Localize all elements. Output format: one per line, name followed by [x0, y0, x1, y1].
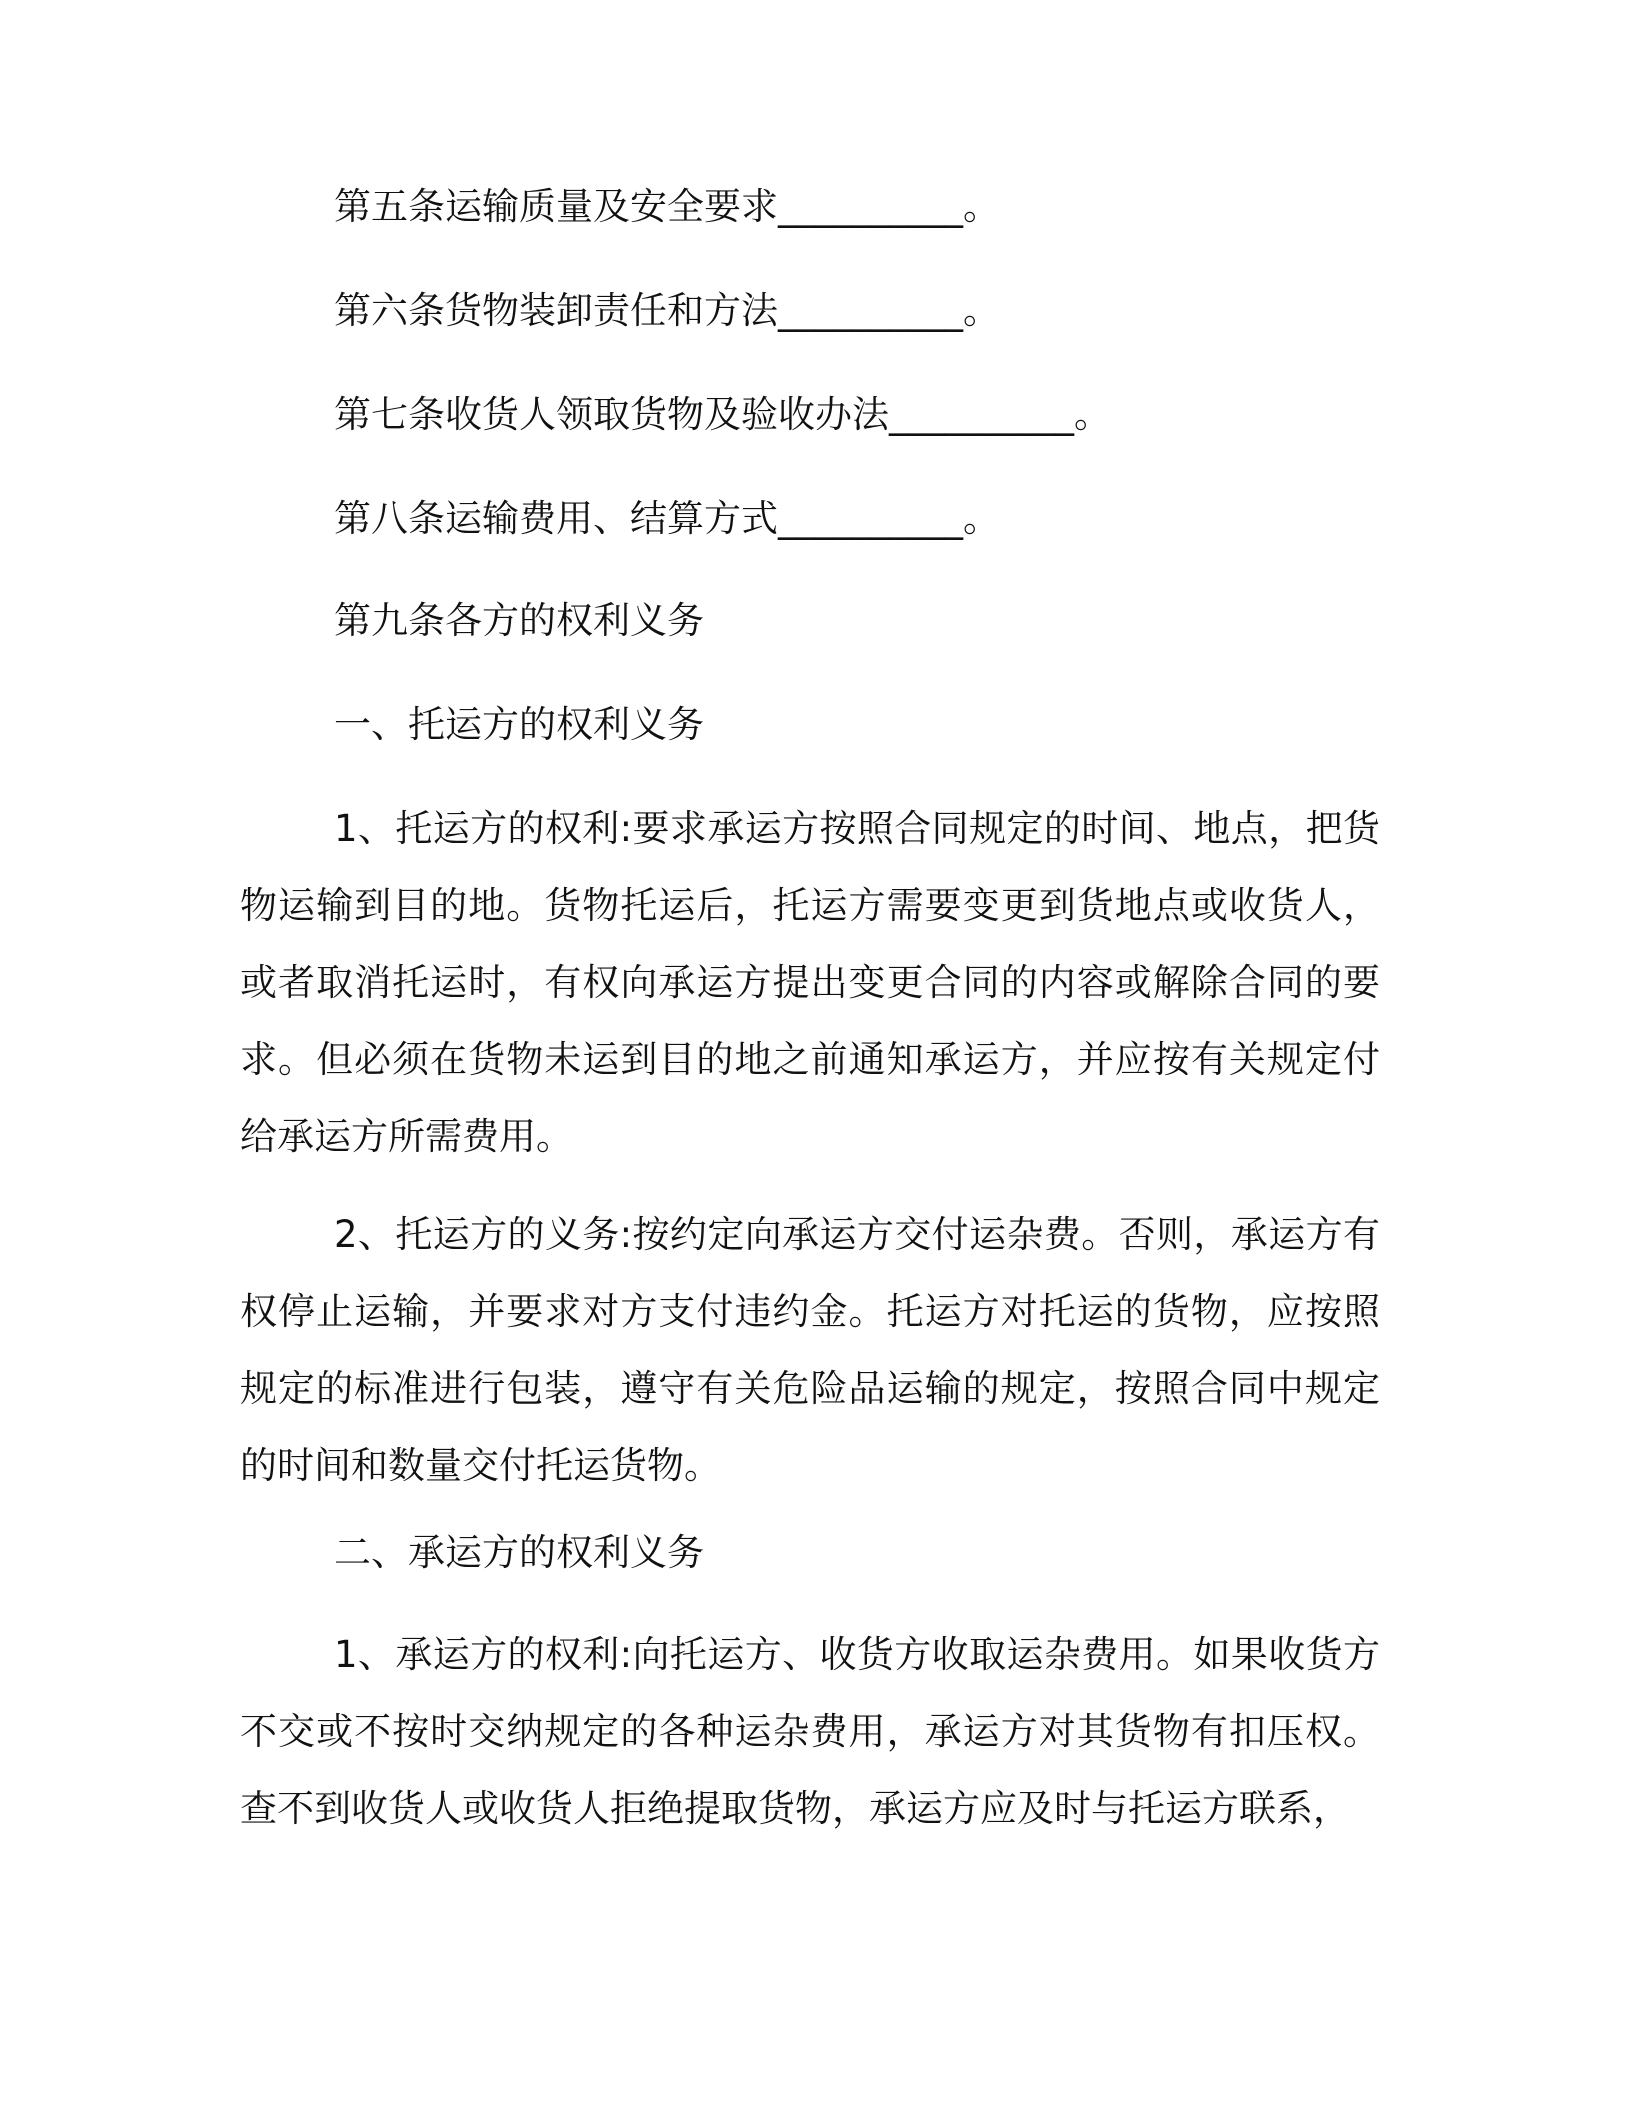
clause-8: 第八条运输费用、结算方式__________。 [334, 497, 1000, 540]
section-two-paragraph-1: 1、承运方的权利:向托运方、收货方收取运杂费用。如果收货方不交或不按时交纳规定的各种运杂费用，承运方对其货物有扣压权。查不到收货人或收货人拒绝提取货物，承运方应及时与托运方联系， [240, 1633, 1380, 1830]
clause-6: 第六条货物装卸责任和方法__________。 [334, 289, 1000, 332]
section-two-heading: 二、承运方的权利义务 [334, 1531, 704, 1574]
clause-5: 第五条运输质量及安全要求__________。 [334, 185, 1000, 228]
clause-7: 第七条收货人领取货物及验收办法__________。 [334, 393, 1111, 436]
section-one-paragraph-1: 1、托运方的权利:要求承运方按照合同规定的时间、地点，把货物运输到目的地。货物托运后，托运方需要变更到货地点或收货人，或者取消托运时，有权向承运方提出变更合同的内容或解除合同的要求。但必须在货物未运到目的地之前通知承运方，并应按有关规定付给承运方所需费用。 [240, 807, 1380, 1158]
section-one-heading: 一、托运方的权利义务 [334, 703, 704, 746]
clause-9: 第九条各方的权利义务 [334, 599, 704, 642]
section-one-paragraph-2: 2、托运方的义务:按约定向承运方交付运杂费。否则，承运方有权停止运输，并要求对方支付违约金。托运方对托运的货物，应按照规定的标准进行包装，遵守有关危险品运输的规定，按照合同中规定的时间和数量交付托运货物。 [240, 1213, 1380, 1487]
